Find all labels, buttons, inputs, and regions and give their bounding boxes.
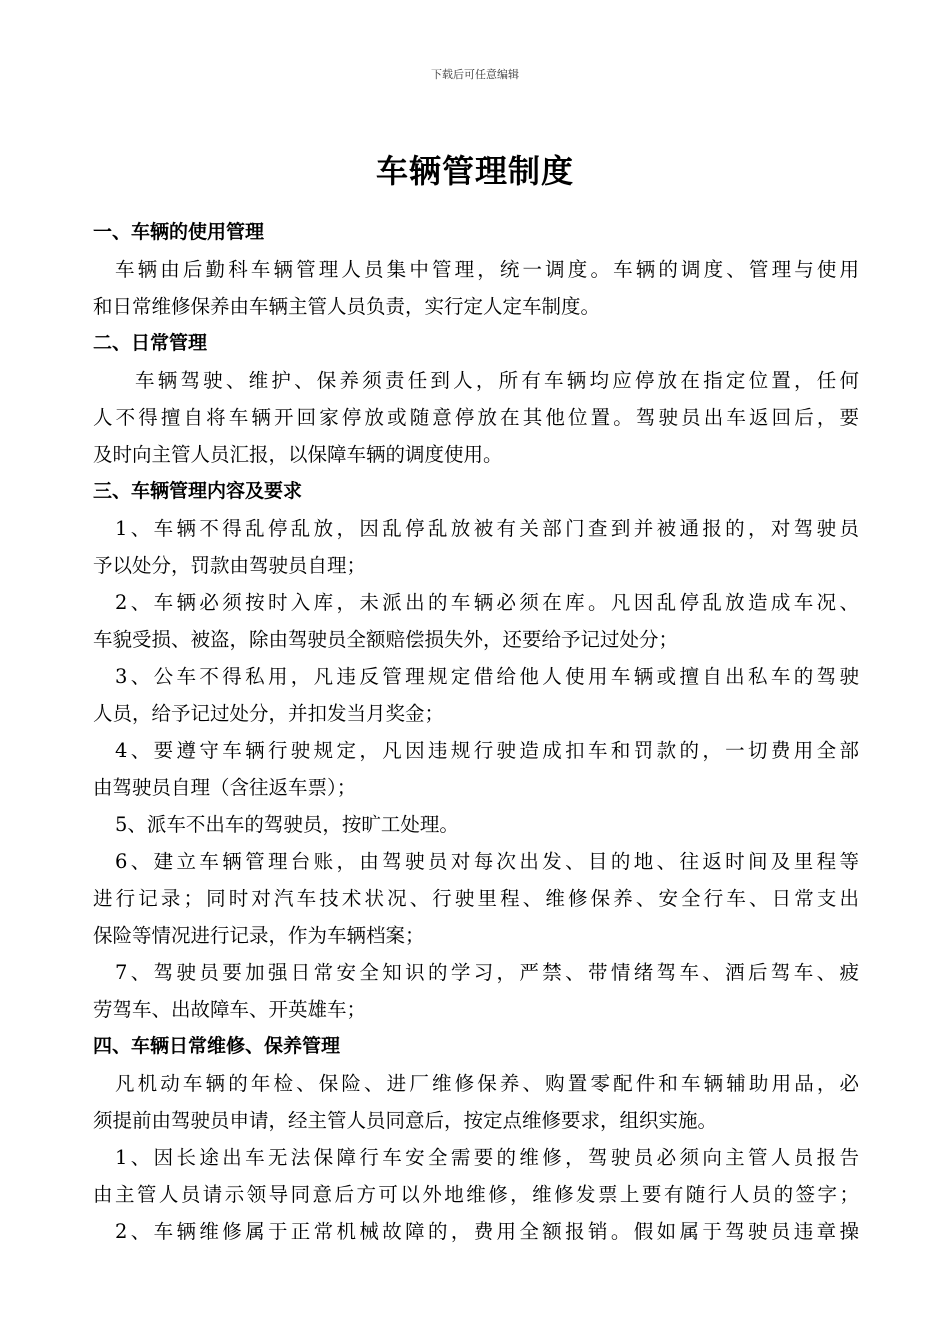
body-line: 4、要遵守车辆行驶规定，凡因违规行驶造成扣车和罚款的，一切费用全部 (115, 739, 859, 762)
body-line: 6、建立车辆管理台账，由驾驶员对每次出发、目的地、往返时间及里程等 (115, 850, 859, 873)
body-line: 进行记录；同时对汽车技术状况、行驶里程、维修保养、安全行车、日常支出 (93, 887, 859, 910)
body-line: 3、公车不得私用，凡违反管理规定借给他人使用车辆或擅自出私车的驾驶 (115, 665, 859, 688)
body-line: 2、车辆必须按时入库，未派出的车辆必须在库。凡因乱停乱放造成车况、 (115, 591, 859, 614)
body-line: 1、车辆不得乱停乱放，因乱停乱放被有关部门查到并被通报的，对驾驶员 (115, 517, 859, 540)
body-line: 车貌受损、被盗，除由驾驶员全额赔偿损失外，还要给予记过处分； (93, 628, 679, 651)
body-line: 5、派车不出车的驾驶员，按旷工处理。 (115, 813, 459, 836)
section-heading: 二、日常管理 (93, 332, 208, 354)
body-line: 劳驾车、出故障车、开英雄车； (93, 998, 367, 1021)
document-title: 车辆管理制度 (375, 152, 574, 190)
header-note: 下载后可任意编辑 (431, 68, 519, 81)
section-heading: 四、车辆日常维修、保养管理 (93, 1035, 341, 1057)
body-line: 由驾驶员自理（含往返车票）； (93, 776, 357, 799)
body-line: 1、因长途出车无法保障行车安全需要的维修，驾驶员必须向主管人员报告 (115, 1146, 859, 1169)
body-line: 和日常维修保养由车辆主管人员负责，实行定人定车制度。 (93, 295, 601, 318)
body-line: 由主管人员请示领导同意后方可以外地维修，维修发票上要有随行人员的签字； (93, 1183, 859, 1206)
body-line: 须提前由驾驶员申请，经主管人员同意后，按定点维修要求，组织实施。 (93, 1109, 718, 1132)
body-line: 车辆驾驶、维护、保养须责任到人，所有车辆均应停放在指定位置，任何 (135, 369, 859, 392)
document-body (93, 214, 859, 1250)
body-line: 车辆由后勤科车辆管理人员集中管理，统一调度。车辆的调度、管理与使用 (115, 258, 859, 281)
body-line: 7、驾驶员要加强日常安全知识的学习，严禁、带情绪驾车、酒后驾车、疲 (115, 961, 859, 984)
body-line: 保险等情况进行记录，作为车辆档案； (93, 924, 425, 947)
body-line: 2、车辆维修属于正常机械故障的，费用全额报销。假如属于驾驶员违章操 (115, 1220, 859, 1243)
body-line: 及时向主管人员汇报，以保障车辆的调度使用。 (93, 443, 503, 466)
body-line: 人不得擅自将车辆开回家停放或随意停放在其他位置。驾驶员出车返回后，要 (93, 406, 859, 429)
section-heading: 一、车辆的使用管理 (93, 221, 265, 243)
body-line: 人员，给予记过处分，并扣发当月奖金； (93, 702, 445, 725)
body-line: 予以处分，罚款由驾驶员自理； (93, 554, 367, 577)
body-line: 凡机动车辆的年检、保险、进厂维修保养、购置零配件和车辆辅助用品，必 (115, 1072, 859, 1095)
section-heading: 三、车辆管理内容及要求 (93, 480, 303, 502)
